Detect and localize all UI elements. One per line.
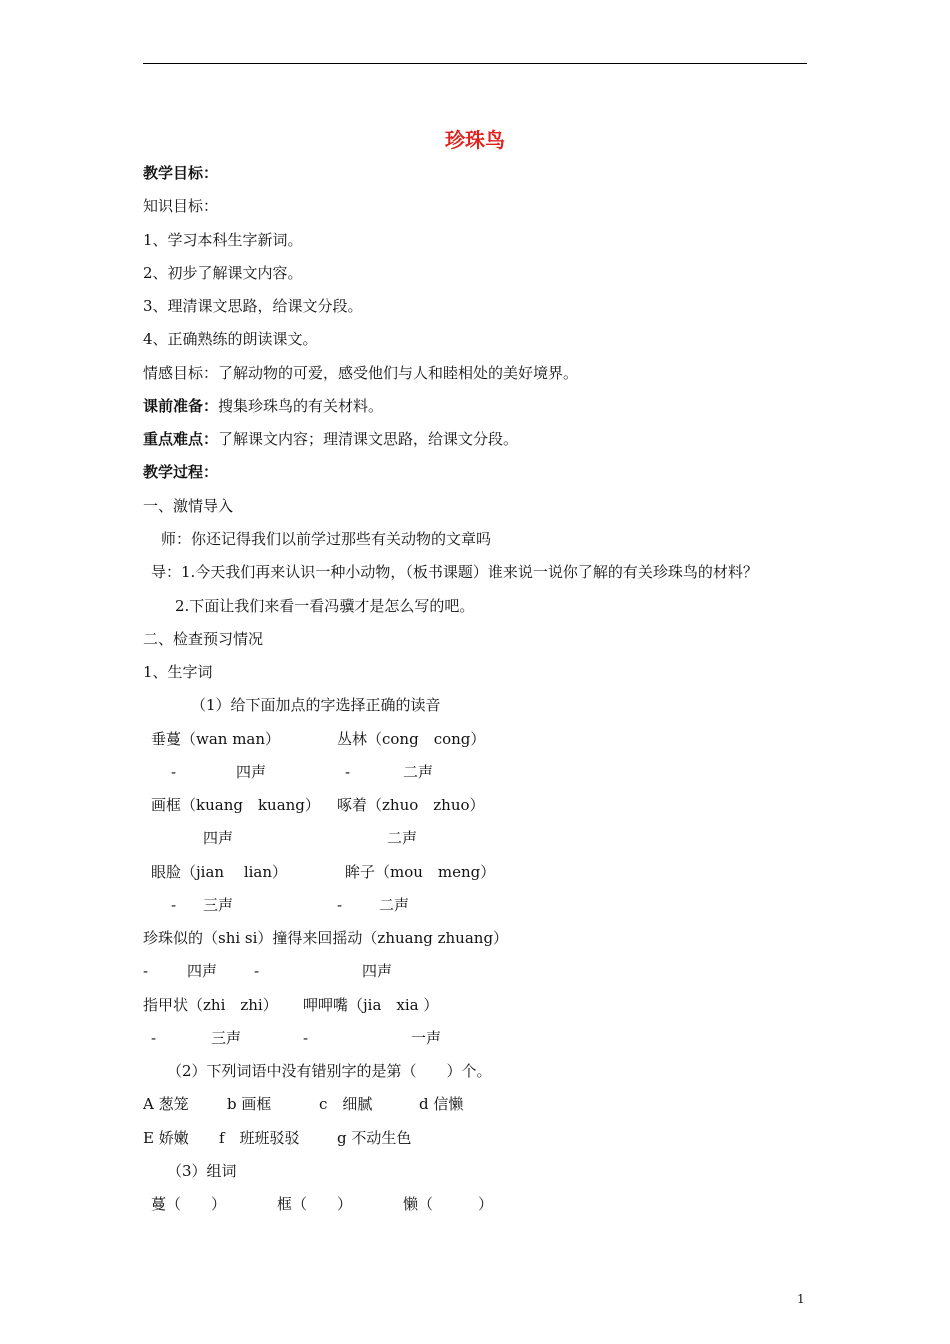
tone-mark: 四声 [187,962,218,980]
tone-mark: - [254,962,260,980]
prep-label: 课前准备： [143,397,219,415]
tone-mark: - [143,962,149,980]
header-rule [143,63,807,64]
tone-mark: 三声 [211,1029,242,1047]
tone-mark: 二声 [387,829,418,847]
knowledge-item: 2、初步了解课文内容。 [143,264,303,282]
choice-item: b 画框 [227,1095,272,1113]
tone-mark: - [337,896,343,914]
tone-mark: - [171,896,177,914]
key-label: 重点难点： [143,430,219,448]
choice-item: f 班班驳驳 [219,1129,300,1147]
question-2: （2）下列词语中没有错别字的是第（ ）个。 [167,1062,492,1080]
pinyin-item: 丛林（cong cong） [337,730,486,748]
word-blank: 框（ ） [277,1195,353,1213]
pinyin-item: 眼脸（jian lian） [151,863,288,881]
tone-mark: - [171,763,177,781]
document-title: 珍珠鸟 [445,128,505,152]
objectives-heading: 教学目标： [143,164,219,182]
part1-heading: 一、激情导入 [143,497,234,515]
prep-line [143,396,383,416]
pinyin-item: 指甲状（zhi zhi） [143,996,278,1014]
pinyin-item: 啄着（zhuo zhuo） [337,796,485,814]
key-text: 了解课文内容；理清课文思路，给课文分段。 [218,430,519,448]
part2-heading: 二、检查预习情况 [143,630,264,648]
emotion-line [143,363,578,383]
pinyin-item: 画框（kuang kuang） [151,796,320,814]
pinyin-item: 垂蔓（wan man） [151,730,281,748]
teacher-line: 师：你还记得我们以前学过那些有关动物的文章吗 [161,530,492,548]
question-1: （1）给下面加点的字选择正确的读音 [191,696,441,714]
pinyin-item: 眸子（mou meng） [345,863,496,881]
tone-mark: 一声 [411,1029,442,1047]
tone-mark: - [151,1029,157,1047]
knowledge-item: 4、正确熟练的朗读课文。 [143,330,318,348]
tone-mark: 二声 [379,896,410,914]
emotion-text: 了解动物的可爱，感受他们与人和睦相处的美好境界。 [218,364,579,382]
prep-text: 搜集珍珠鸟的有关材料。 [218,397,384,415]
knowledge-label: 知识目标： [143,197,219,215]
process-heading: 教学过程： [143,463,219,481]
word-blank: 蔓（ ） [151,1195,227,1213]
choice-item: c 细腻 [319,1095,373,1113]
tone-mark: - [345,763,351,781]
choice-item: g 不动生色 [337,1129,412,1147]
emotion-label: 情感目标： [143,364,219,382]
knowledge-item: 3、理清课文思路，给课文分段。 [143,297,363,315]
tone-mark: 二声 [403,763,434,781]
knowledge-item: 1、学习本科生字新词。 [143,231,303,249]
tone-mark: 四声 [236,763,267,781]
key-line [143,429,518,449]
guide-line: 2.下面让我们来看一看冯骥才是怎么写的吧。 [175,597,475,615]
pinyin-item: 珍珠似的（shi si）撞得来回摇动（zhuang zhuang） [143,929,509,947]
page-number: 1 [797,1292,805,1306]
choice-item: d 信懒 [419,1095,464,1113]
tone-mark: 四声 [203,829,234,847]
tone-mark: 三声 [203,896,234,914]
question-3: （3）组词 [167,1162,237,1180]
pinyin-item: 呷呷嘴（jia xia ） [303,996,439,1014]
choice-item: A 葱笼 [143,1095,189,1113]
choice-item: E 娇嫩 [143,1129,189,1147]
tone-mark: 四声 [362,962,393,980]
vocab-heading: 1、生字词 [143,663,213,681]
guide-line: 导：1.今天我们再来认识一种小动物，（板书课题）谁来说一说你了解的有关珍珠鸟的材料？ [151,563,758,581]
tone-mark: - [303,1029,309,1047]
word-blank: 懒（ ） [403,1195,494,1213]
